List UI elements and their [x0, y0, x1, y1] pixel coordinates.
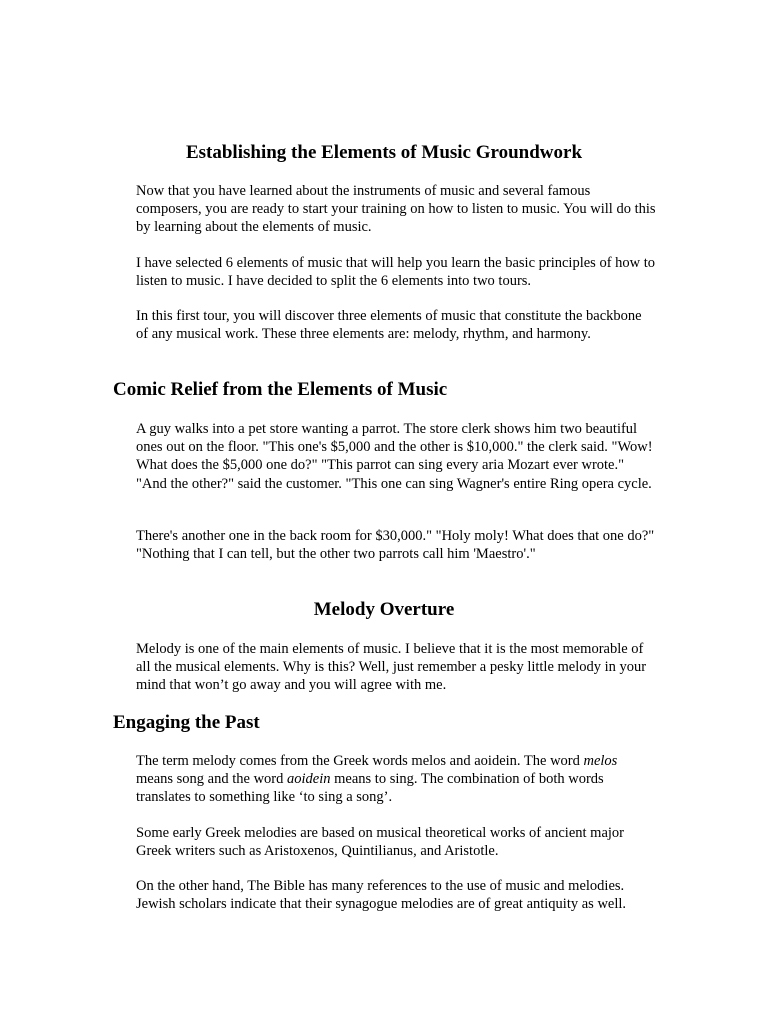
heading-comic-relief: Comic Relief from the Elements of Music [113, 379, 448, 400]
intro-paragraph-2: I have selected 6 elements of music that will help you learn the basic principles of how to listen to music. I have decided to split the 6 elements into two tours. [136, 255, 656, 290]
past-paragraph-1 [136, 752, 656, 807]
past-text-a: The term melody comes from the Greek words melos and aoidein. The word [136, 753, 584, 769]
intro-paragraph-1: Now that you have learned about the instruments of music and several famous composers, you are ready to start your training on how to listen to music. You will do this by learning about the elements of music. [136, 183, 656, 236]
past-paragraph-3: On the other hand, The Bible has many references to the use of music and melodies. Jewish scholars indicate that their synagogue melodies are of great antiquity as well. [136, 878, 627, 913]
comic-paragraph-1: A guy walks into a pet store wanting a parrot. The store clerk shows him two beautiful ones out on the floor. "This one's $5,000 and the other is $10,000." the clerk said. "Wow! What does the $5,000 one do?" "This parrot can sing every aria Mozart ever wrote." "And the other?" said the customer. "This one can sing Wagner's entire Ring opera cycle. [136, 421, 653, 492]
past-text-b: means song and the word [136, 771, 288, 788]
past-text-c: means to sing. The combination of both words translates to something like ‘to sing a song’. [136, 771, 604, 806]
term-melos: melos [583, 753, 618, 769]
heading-engaging-past: Engaging the Past [113, 712, 260, 733]
term-aoidein: aoidein [287, 771, 331, 788]
melody-paragraph-1: Melody is one of the main elements of music. I believe that it is the most memorable of all the musical elements. Why is this? Well, just remember a pesky little melody in your mind that won’t go away and you will agree with me. [136, 641, 647, 694]
past-paragraph-2: Some early Greek melodies are based on musical theoretical works of ancient major Greek writers such as Aristoxenos, Quintilianus, and Aristotle. [136, 825, 624, 860]
heading-melody-overture: Melody Overture [313, 599, 455, 620]
intro-paragraph-3: In this first tour, you will discover three elements of music that constitute the backbone of any musical work. These three elements are: melody, rhythm, and harmony. [136, 308, 642, 343]
comic-paragraph-2: There's another one in the back room for $30,000." "Holy moly! What does that one do?" "Nothing that I can tell, but the other two parrots call him 'Maestro'." [136, 528, 655, 563]
page-title: Establishing the Elements of Music Groundwork [185, 142, 583, 163]
